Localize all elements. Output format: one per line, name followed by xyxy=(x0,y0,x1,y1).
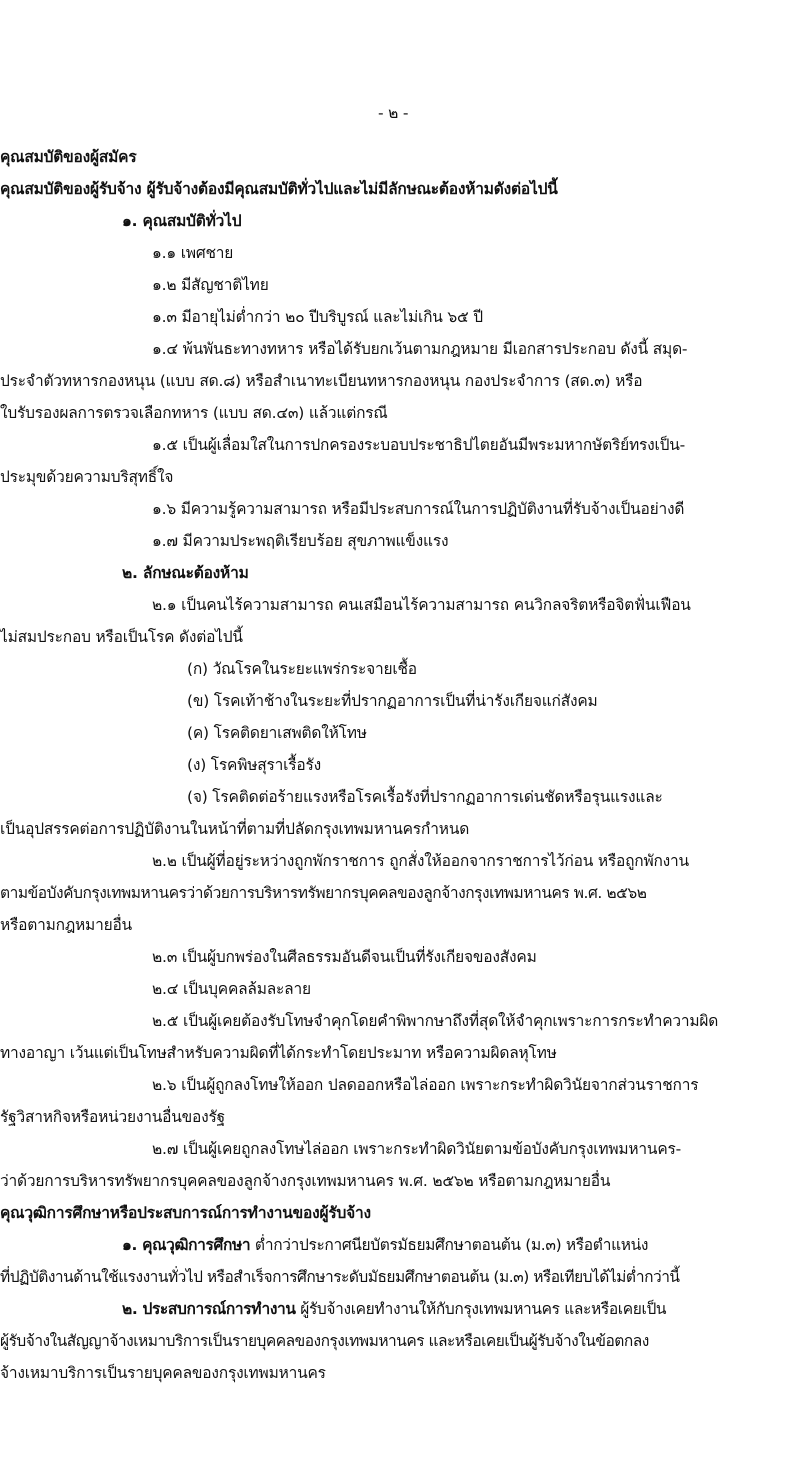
section2-item: ๒.๒ เป็นผู้ที่อยู่ระหว่างถูกพักราชการ ถูกสั่งให้ออกจากราชการไว้ก่อน หรือถูกพักงาน xyxy=(152,852,689,870)
section2-item-continued: ทางอาญา เว้นแต่เป็นโทษสำหรับความผิดที่ได้กระทำโดยประมาท หรือความผิดลหุโทษ xyxy=(0,1044,557,1062)
section2-title: ๒. ลักษณะต้องห้าม xyxy=(122,564,249,582)
experience-item-continued: จ้างเหมาบริการเป็นรายบุคคลของกรุงเทพมหานคร xyxy=(0,1364,326,1382)
education-item-continued: ที่ปฏิบัติงานด้านใช้แรงงานทั่วไป หรือสำเร็จการศึกษาระดับมัธยมศึกษาตอนต้น (ม.๓) หรือเทียบได้ไม่ต่ำกว่านี้ xyxy=(0,1268,680,1286)
section2-subitem: (จ) โรคติดต่อร้ายแรงหรือโรคเรื้อรังที่ปรากฏอาการเด่นชัดหรือรุนแรงและ xyxy=(187,788,663,806)
section1-item: ๑.๗ มีความประพฤติเรียบร้อย สุขภาพแข็งแรง xyxy=(152,532,449,550)
section2-item-continued: ไม่สมประกอบ หรือเป็นโรค ดังต่อไปนี้ xyxy=(0,628,243,646)
section1-item-continued: ประจำตัวทหารกองหนุน (แบบ สด.๘) หรือสำเนาทะเบียนทหารกองหนุน กองประจำการ (สด.๓) หรือ xyxy=(0,372,643,390)
section1-item: ๑.๓ มีอายุไม่ต่ำกว่า ๒๐ ปีบริบูรณ์ และไม่เกิน ๖๕ ปี xyxy=(152,308,483,326)
education-item xyxy=(122,1235,648,1255)
section2-item: ๒.๖ เป็นผู้ถูกลงโทษให้ออก ปลดออกหรือไล่ออก เพราะกระทำผิดวินัยจากส่วนราชการ xyxy=(152,1076,699,1094)
experience-item xyxy=(122,1299,666,1319)
heading-education-experience: คุณวุฒิการศึกษาหรือประสบการณ์การทำงานของผู้รับจ้าง xyxy=(0,1204,371,1222)
section1-item: ๑.๕ เป็นผู้เลื่อมใสในการปกครองระบอบประชาธิปไตยอันมีพระมหากษัตริย์ทรงเป็น- xyxy=(152,436,685,454)
section2-subitem: (ค) โรคติดยาเสพติดให้โทษ xyxy=(187,724,367,742)
experience-item-continued: ผู้รับจ้างในสัญญาจ้างเหมาบริการเป็นรายบุคคลของกรุงเทพมหานคร และหรือเคยเป็นผู้รับจ้างในข้อตกลง xyxy=(0,1332,649,1350)
section2-subitem: (ง) โรคพิษสุราเรื้อรัง xyxy=(187,756,321,774)
section2-item: ๒.๔ เป็นบุคคลล้มละลาย xyxy=(152,980,311,998)
section1-item: ๑.๔ พ้นพันธะทางทหาร หรือได้รับยกเว้นตามกฎหมาย มีเอกสารประกอบ ดังนี้ สมุด- xyxy=(152,340,688,358)
section2-item-continued: ว่าด้วยการบริหารทรัพยากรบุคคลของลูกจ้างกรุงเทพมหานคร พ.ศ. ๒๕๖๒ หรือตามกฎหมายอื่น xyxy=(0,1172,611,1190)
heading-qualifications: คุณสมบัติของผู้สมัคร xyxy=(0,148,137,166)
education-text: ต่ำกว่าประกาศนียบัตรมัธยมศึกษาตอนต้น (ม.๓) หรือตำแหน่ง xyxy=(250,1236,649,1254)
section2-item-continued: เป็นอุปสรรคต่อการปฏิบัติงานในหน้าที่ตามที่ปลัดกรุงเทพมหานครกำหนด xyxy=(0,820,470,838)
section2-item-continued: ตามข้อบังคับกรุงเทพมหานครว่าด้วยการบริหารทรัพยากรบุคคลของลูกจ้างกรุงเทพมหานคร พ.ศ. ๒๕๖๒ xyxy=(0,884,647,902)
section2-item: ๒.๑ เป็นคนไร้ความสามารถ คนเสมือนไร้ความสามารถ คนวิกลจริตหรือจิตฟั่นเฟือน xyxy=(152,596,691,614)
section2-item-continued: หรือตามกฎหมายอื่น xyxy=(0,916,132,934)
section2-item: ๒.๕ เป็นผู้เคยต้องรับโทษจำคุกโดยคำพิพากษาถึงที่สุดให้จำคุกเพราะการกระทำความผิด xyxy=(152,1012,719,1030)
section2-subitem: (ข) โรคเท้าช้างในระยะที่ปรากฏอาการเป็นที่น่ารังเกียจแก่สังคม xyxy=(187,692,598,710)
section1-item-continued: ใบรับรองผลการตรวจเลือกทหาร (แบบ สด.๔๓) แล้วแต่กรณี xyxy=(0,404,388,422)
section2-item-continued: รัฐวิสาหกิจหรือหน่วยงานอื่นของรัฐ xyxy=(0,1108,226,1126)
section2-item: ๒.๓ เป็นผู้บกพร่องในศีลธรรมอันดีจนเป็นที่รังเกียจของสังคม xyxy=(152,948,537,966)
page-number: - ๒ - xyxy=(378,104,409,122)
education-label: ๑. คุณวุฒิการศึกษา xyxy=(122,1236,251,1254)
experience-label: ๒. ประสบการณ์การทำงาน xyxy=(122,1300,296,1318)
section2-subitem: (ก) วัณโรคในระยะแพร่กระจายเชื้อ xyxy=(187,660,417,678)
heading-general-qualifications: คุณสมบัติของผู้รับจ้าง ผู้รับจ้างต้องมีคุณสมบัติทั่วไปและไม่มีลักษณะต้องห้ามดังต่อไปนี้ xyxy=(0,180,558,198)
section1-title: ๑. คุณสมบัติทั่วไป xyxy=(122,212,242,230)
section2-item: ๒.๗ เป็นผู้เคยถูกลงโทษไล่ออก เพราะกระทำผิดวินัยตามข้อบังคับกรุงเทพมหานคร- xyxy=(152,1140,682,1158)
section1-item: ๑.๖ มีความรู้ความสามารถ หรือมีประสบการณ์ในการปฏิบัติงานที่รับจ้างเป็นอย่างดี xyxy=(152,500,685,518)
experience-text: ผู้รับจ้างเคยทำงานให้กับกรุงเทพมหานคร และหรือเคยเป็น xyxy=(295,1300,667,1318)
section1-item: ๑.๒ มีสัญชาติไทย xyxy=(152,276,269,294)
section1-item: ๑.๑ เพศชาย xyxy=(152,244,234,262)
section1-item-continued: ประมุขด้วยความบริสุทธิ์ใจ xyxy=(0,468,174,486)
